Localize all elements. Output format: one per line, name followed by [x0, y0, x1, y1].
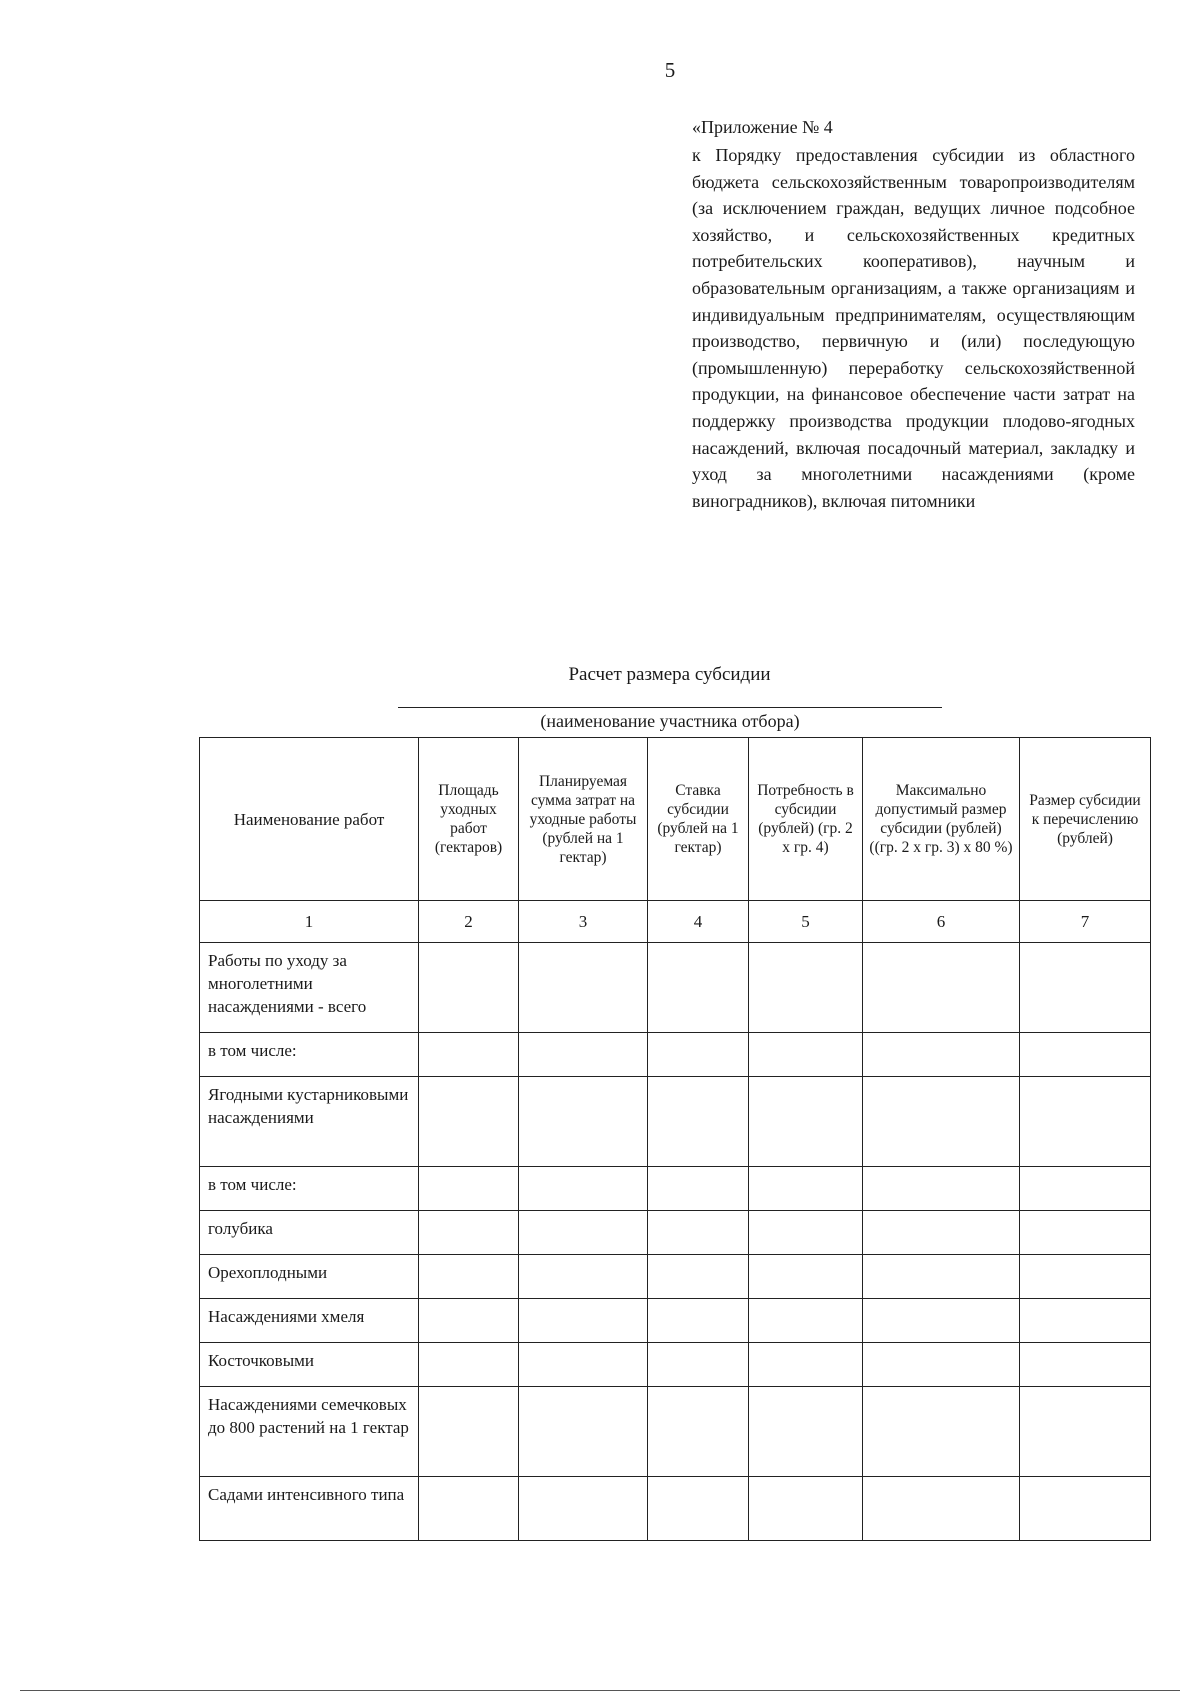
row-label: Работы по уходу за многолетними насаждениями - всего [200, 943, 419, 1033]
row-label: Ягодными кустарниковыми насаждениями [200, 1077, 419, 1167]
empty-cell [749, 1477, 863, 1541]
empty-cell [749, 1211, 863, 1255]
empty-cell [419, 1255, 519, 1299]
empty-cell [648, 1211, 749, 1255]
empty-cell [1020, 1299, 1151, 1343]
table-row [200, 1033, 1151, 1077]
empty-cell [648, 1167, 749, 1211]
row-label: в том числе: [200, 1167, 419, 1211]
column-header: Максимально допустимый размер субсидии (рублей) ((гр. 2 х гр. 3) х 80 %) [863, 738, 1020, 901]
empty-cell [419, 1211, 519, 1255]
empty-cell [519, 1211, 648, 1255]
participant-name-line [398, 707, 942, 708]
column-number: 4 [648, 901, 749, 943]
empty-cell [519, 943, 648, 1033]
table-row [200, 1211, 1151, 1255]
calc-title: Расчет размера субсидии [568, 664, 771, 685]
empty-cell [519, 1477, 648, 1541]
table-header-row [200, 738, 1151, 901]
page-number: 5 [664, 58, 676, 82]
empty-cell [863, 1255, 1020, 1299]
column-header: Размер субсидии к перечислению (рублей) [1020, 738, 1151, 901]
empty-cell [1020, 1167, 1151, 1211]
empty-cell [519, 1167, 648, 1211]
empty-cell [1020, 1387, 1151, 1477]
empty-cell [863, 1211, 1020, 1255]
empty-cell [749, 1387, 863, 1477]
empty-cell [863, 1477, 1020, 1541]
column-header: Наименование работ [200, 738, 419, 901]
empty-cell [419, 1299, 519, 1343]
empty-cell [863, 1387, 1020, 1477]
appendix-title: «Приложение № 4 [692, 117, 833, 137]
table-row [200, 1387, 1151, 1477]
column-number: 3 [519, 901, 648, 943]
row-label: Насаждениями хмеля [200, 1299, 419, 1343]
empty-cell [1020, 1477, 1151, 1541]
empty-cell [419, 1033, 519, 1077]
empty-cell [863, 1299, 1020, 1343]
empty-cell [648, 1387, 749, 1477]
empty-cell [419, 943, 519, 1033]
empty-cell [519, 1343, 648, 1387]
empty-cell [519, 1255, 648, 1299]
column-number: 2 [419, 901, 519, 943]
empty-cell [1020, 1077, 1151, 1167]
column-number: 7 [1020, 901, 1151, 943]
empty-cell [749, 1255, 863, 1299]
table-row [200, 1299, 1151, 1343]
empty-cell [419, 1077, 519, 1167]
empty-cell [863, 1033, 1020, 1077]
empty-cell [519, 1299, 648, 1343]
row-label: Садами интенсивного типа [200, 1477, 419, 1541]
empty-cell [419, 1387, 519, 1477]
empty-cell [749, 1343, 863, 1387]
empty-cell [519, 1033, 648, 1077]
column-number-row [200, 901, 1151, 943]
empty-cell [648, 943, 749, 1033]
empty-cell [519, 1077, 648, 1167]
column-header: Планируемая сумма затрат на уходные работы (рублей на 1 гектар) [519, 738, 648, 901]
column-header: Потребность в субсидии (рублей) (гр. 2 х гр. 4) [749, 738, 863, 901]
empty-cell [648, 1255, 749, 1299]
empty-cell [1020, 1211, 1151, 1255]
empty-cell [648, 1033, 749, 1077]
column-header: Площадь уходных работ (гектаров) [419, 738, 519, 901]
empty-cell [648, 1077, 749, 1167]
row-label: в том числе: [200, 1033, 419, 1077]
empty-cell [648, 1477, 749, 1541]
empty-cell [419, 1167, 519, 1211]
column-header: Ставка субсидии (рублей на 1 гектар) [648, 738, 749, 901]
column-number: 6 [863, 901, 1020, 943]
empty-cell [1020, 943, 1151, 1033]
empty-cell [648, 1343, 749, 1387]
empty-cell [749, 1299, 863, 1343]
empty-cell [749, 1167, 863, 1211]
empty-cell [419, 1343, 519, 1387]
column-number: 5 [749, 901, 863, 943]
empty-cell [519, 1387, 648, 1477]
subsidy-calc-table [199, 737, 1151, 1541]
row-label: Косточковыми [200, 1343, 419, 1387]
empty-cell [749, 943, 863, 1033]
table-row [200, 1255, 1151, 1299]
empty-cell [1020, 1343, 1151, 1387]
empty-cell [1020, 1033, 1151, 1077]
participant-caption: (наименование участника отбора) [540, 711, 800, 731]
empty-cell [1020, 1255, 1151, 1299]
empty-cell [863, 1343, 1020, 1387]
empty-cell [863, 943, 1020, 1033]
page-bottom-edge [20, 1690, 1180, 1691]
row-label: Насаждениями семечковых до 800 растений на 1 гектар [200, 1387, 419, 1477]
empty-cell [419, 1477, 519, 1541]
empty-cell [863, 1167, 1020, 1211]
row-label: голубика [200, 1211, 419, 1255]
table-row [200, 1343, 1151, 1387]
table-row [200, 1167, 1151, 1211]
table-row [200, 1477, 1151, 1541]
appendix-body: к Порядку предоставления субсидии из областного бюджета сельскохозяйственным товаропроизводителям (за исключением граждан, ведущих личное подсобное хозяйство, и сельскохозяйственных кредитных потребительских кооперативов), научным и образовательным организациям, а также организациям и индивидуальным предпринимателям, осуществляющим производство, первичную и (или) последующую (промышленную) переработку сельскохозяйственной продукции, на финансовое обеспечение части затрат на поддержку производства продукции плодово-ягодных насаждений, включая посадочный материал, закладку и уход за многолетними насаждениями (кроме виноградников), включая питомники [692, 145, 1135, 511]
empty-cell [749, 1077, 863, 1167]
table-row [200, 1077, 1151, 1167]
column-number: 1 [200, 901, 419, 943]
empty-cell [749, 1033, 863, 1077]
row-label: Орехоплодными [200, 1255, 419, 1299]
empty-cell [648, 1299, 749, 1343]
table-row [200, 943, 1151, 1033]
empty-cell [863, 1077, 1020, 1167]
